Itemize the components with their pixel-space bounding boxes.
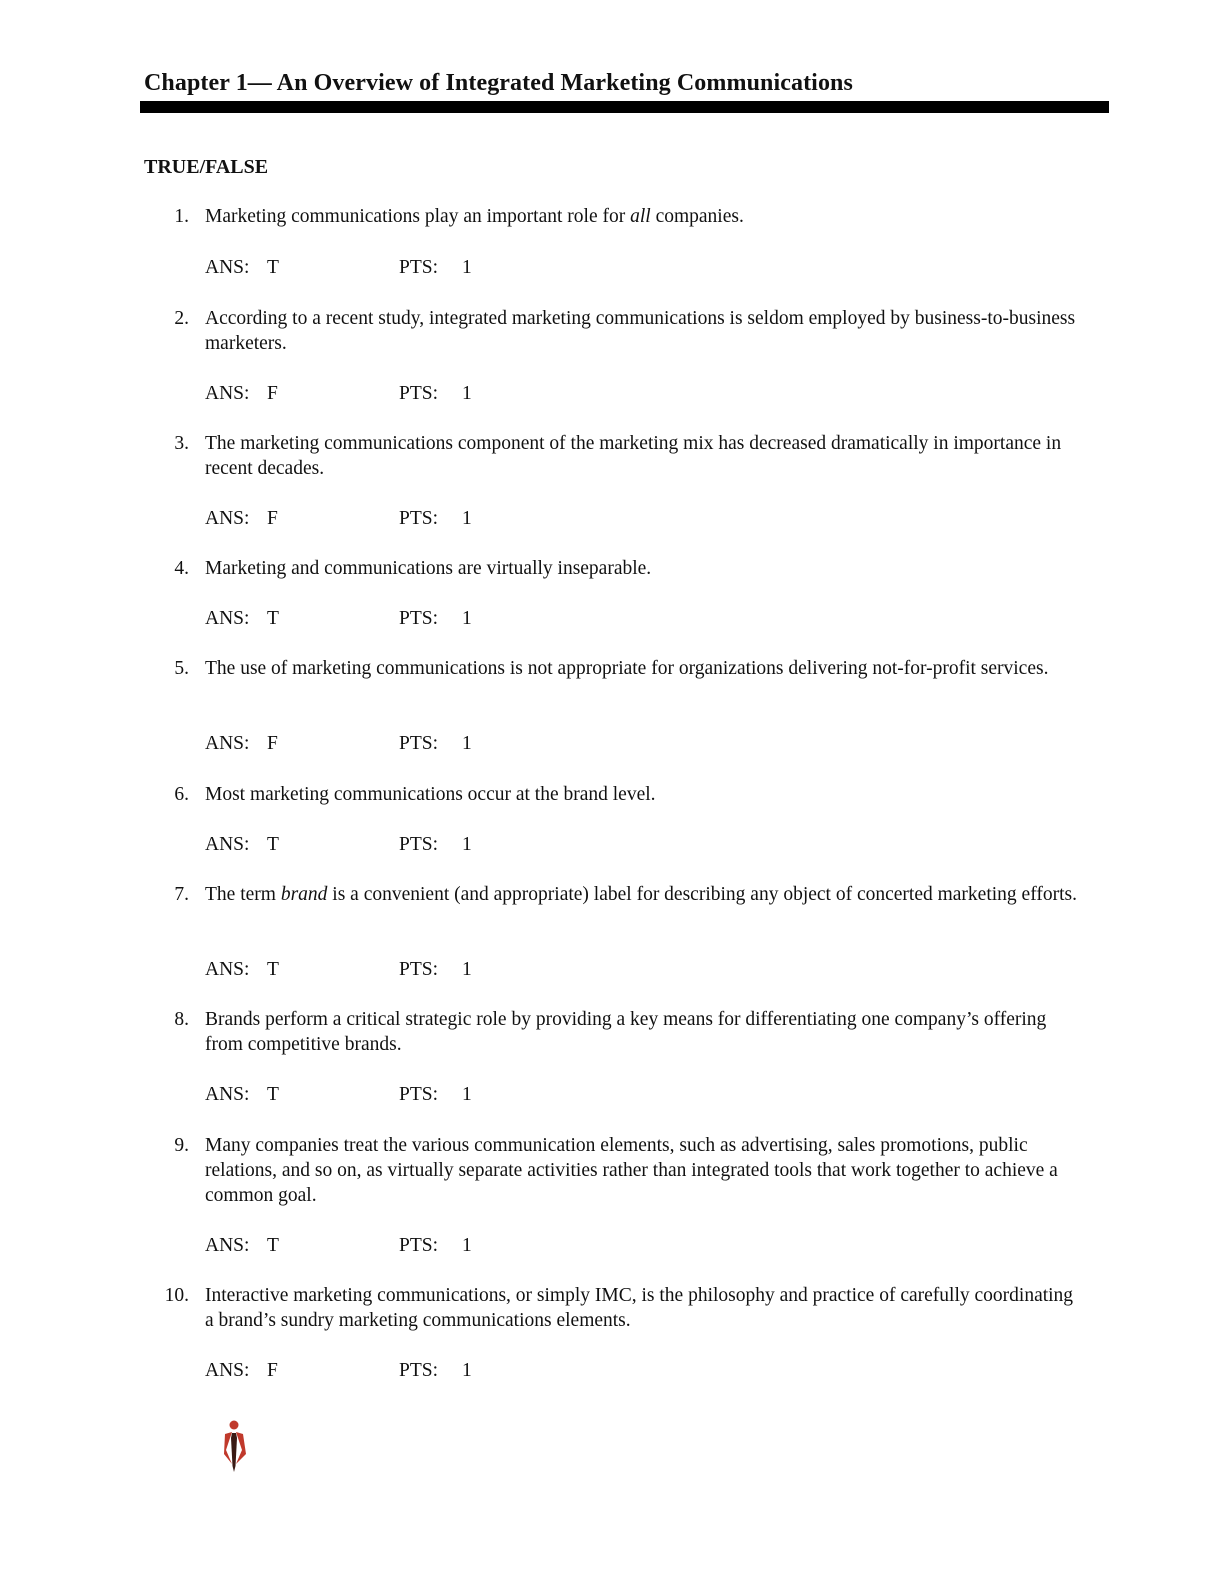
points-value: 1 — [462, 1235, 472, 1256]
question-number: 6. — [174, 784, 189, 805]
points-value: 1 — [462, 257, 472, 278]
emphasis-text: all — [630, 206, 651, 227]
question-number: 10. — [164, 1285, 189, 1306]
person-tie-logo-icon — [220, 1420, 252, 1476]
logo-left-jacket — [224, 1432, 232, 1464]
question-number: 4. — [174, 558, 189, 579]
question-number: 7. — [174, 884, 189, 905]
question-number: 2. — [174, 308, 189, 329]
question-number: 3. — [174, 433, 189, 454]
points-value: 1 — [462, 383, 472, 404]
points-label: PTS: — [399, 959, 439, 980]
question-text: Marketing communications play an important role for all companies. — [205, 206, 744, 227]
question-number: 8. — [174, 1009, 189, 1030]
logo-head — [230, 1421, 239, 1430]
answer-value: T — [267, 1235, 279, 1256]
answer-label: ANS: — [205, 834, 250, 855]
emphasis-text: brand — [280, 884, 328, 905]
answer-label: ANS: — [205, 508, 250, 529]
logo-tie — [231, 1433, 237, 1472]
question-number: 9. — [174, 1135, 189, 1156]
points-label: PTS: — [399, 1235, 439, 1256]
points-label: PTS: — [399, 1084, 439, 1105]
answer-label: ANS: — [205, 608, 250, 629]
answer-value: F — [267, 733, 278, 754]
points-label: PTS: — [399, 608, 439, 629]
points-label: PTS: — [399, 834, 439, 855]
question-number: 1. — [174, 206, 189, 227]
answer-value: F — [267, 508, 278, 529]
answer-label: ANS: — [205, 1235, 250, 1256]
points-value: 1 — [462, 733, 472, 754]
chapter-title: Chapter 1— An Overview of Integrated Marketing Communications — [144, 70, 853, 96]
points-label: PTS: — [399, 257, 439, 278]
points-label: PTS: — [399, 383, 439, 404]
points-label: PTS: — [399, 508, 439, 529]
answer-value: T — [267, 834, 279, 855]
points-value: 1 — [462, 508, 472, 529]
answer-value: T — [267, 959, 279, 980]
question-text: According to a recent study, integrated marketing communications is seldom employed by business-to-business marketers. — [205, 308, 1076, 354]
question-text: The marketing communications component of the marketing mix has decreased dramatically in importance in recent decades. — [205, 433, 1062, 479]
question-text: The term brand is a convenient (and appropriate) label for describing any object of concerted marketing efforts. — [205, 884, 1077, 905]
points-label: PTS: — [399, 1360, 439, 1381]
answer-label: ANS: — [205, 257, 250, 278]
points-value: 1 — [462, 1360, 472, 1381]
points-value: 1 — [462, 959, 472, 980]
answer-value: T — [267, 1084, 279, 1105]
answer-value: T — [267, 608, 279, 629]
answer-label: ANS: — [205, 1360, 250, 1381]
title-rule — [140, 101, 1109, 113]
question-text: Many companies treat the various communication elements, such as advertising, sales promotions, public relations, and so on, as virtually separate activities rather than integrated tools that work together to achieve a common goal. — [205, 1135, 1058, 1206]
answer-value: F — [267, 1360, 278, 1381]
points-value: 1 — [462, 608, 472, 629]
points-value: 1 — [462, 834, 472, 855]
points-value: 1 — [462, 1084, 472, 1105]
question-text: Interactive marketing communications, or simply IMC, is the philosophy and practice of carefully coordinating a brand’s sundry marketing communications elements. — [205, 1285, 1074, 1331]
points-label: PTS: — [399, 733, 439, 754]
answer-value: F — [267, 383, 278, 404]
section-heading: TRUE/FALSE — [144, 156, 269, 178]
question-text: Marketing and communications are virtually inseparable. — [205, 558, 652, 579]
question-text: The use of marketing communications is not appropriate for organizations delivering not-for-profit services. — [205, 658, 1049, 679]
answer-label: ANS: — [205, 1084, 250, 1105]
answer-label: ANS: — [205, 383, 250, 404]
answer-value: T — [267, 257, 279, 278]
question-text: Brands perform a critical strategic role by providing a key means for differentiating one company’s offering from competitive brands. — [205, 1009, 1047, 1055]
question-number: 5. — [174, 658, 189, 679]
answer-label: ANS: — [205, 959, 250, 980]
question-text: Most marketing communications occur at the brand level. — [205, 784, 656, 805]
logo-right-jacket — [236, 1432, 246, 1464]
answer-label: ANS: — [205, 733, 250, 754]
